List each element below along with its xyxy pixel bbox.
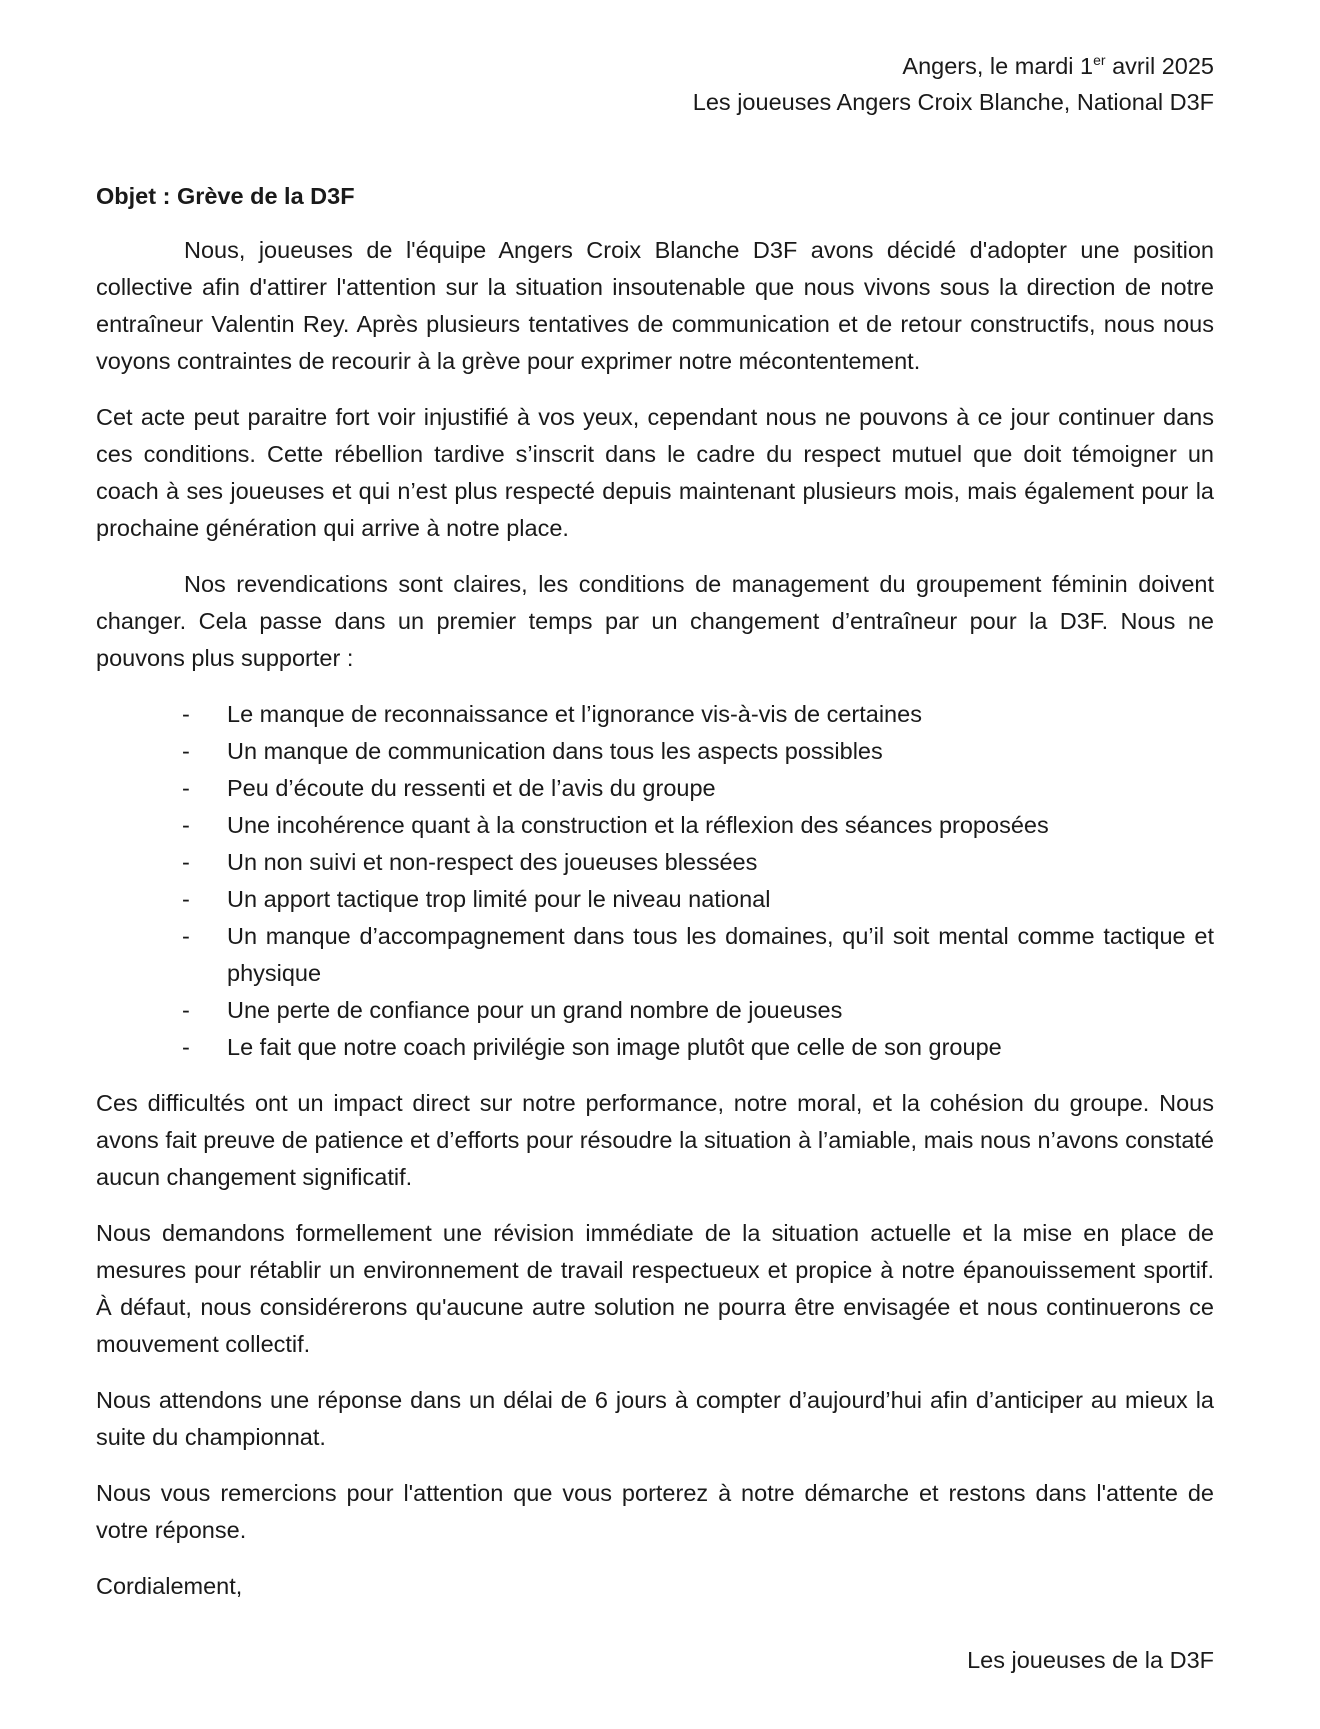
letter-header bbox=[693, 48, 1214, 120]
list-bullet: - bbox=[182, 775, 190, 801]
list-bullet: - bbox=[182, 1034, 190, 1060]
paragraph-intro: Nous, joueuses de l'équipe Angers Croix Blanche D3F avons décidé d'adopter une position collective afin d'attirer l'attention sur la situation insoutenable que nous vivons sous la direction de notre entraîneur Valentin Rey. Après plusieurs tentatives de communication et de retour constructifs, nous nous voyons contraintes de recourir à la grève pour exprimer notre mécontentement. bbox=[96, 237, 1214, 374]
list-item: - Le fait que notre coach privilégie son image plutôt que celle de son groupe bbox=[96, 1029, 1214, 1066]
list-item: - Une perte de confiance pour un grand nombre de joueuses bbox=[96, 992, 1214, 1029]
list-bullet: - bbox=[182, 738, 190, 764]
list-item: - Un non suivi et non-respect des joueuses blessées bbox=[96, 844, 1214, 881]
place-date: Angers, le mardi 1er avril 2025 bbox=[902, 52, 1214, 79]
list-item: - Peu d’écoute du ressenti et de l’avis du groupe bbox=[96, 770, 1214, 807]
closing-salutation: Cordialement, bbox=[96, 1573, 243, 1599]
paragraph-thanks: Nous vous remercions pour l'attention que vous porterez à notre démarche et restons dans l'attente de votre réponse. bbox=[96, 1480, 1214, 1543]
date-ordinal: er bbox=[1093, 52, 1106, 69]
list-item: - Un manque de communication dans tous les aspects possibles bbox=[96, 733, 1214, 770]
list-bullet: - bbox=[182, 997, 190, 1023]
list-item: - Un apport tactique trop limité pour le niveau national bbox=[96, 881, 1214, 918]
grievance-list bbox=[96, 696, 1214, 1066]
list-bullet: - bbox=[182, 701, 190, 727]
list-bullet: - bbox=[182, 849, 190, 875]
list-item: - Une incohérence quant à la construction et la réflexion des séances proposées bbox=[96, 807, 1214, 844]
list-bullet: - bbox=[182, 923, 190, 949]
paragraph-demands: Nos revendications sont claires, les conditions de management du groupement féminin doivent changer. Cela passe dans un premier temps par un changement d’entraîneur pour la D3F. Nous ne pouvons plus supporter : bbox=[96, 571, 1214, 671]
list-bullet: - bbox=[182, 812, 190, 838]
letter-subject: Objet : Grève de la D3F bbox=[96, 183, 355, 209]
paragraph-deadline: Nous attendons une réponse dans un délai de 6 jours à compter d’aujourd’hui afin d’anticiper au mieux la suite du championnat. bbox=[96, 1387, 1214, 1450]
signature: Les joueuses de la D3F bbox=[967, 1647, 1214, 1673]
paragraph-request: Nous demandons formellement une révision immédiate de la situation actuelle et la mise en place de mesures pour rétablir un environnement de travail respectueux et propice à notre épanouissement sportif. À défaut, nous considérerons qu'aucune autre solution ne pourra être envisagée et nous continuerons ce mouvement collectif. bbox=[96, 1220, 1214, 1357]
list-item: - Un manque d’accompagnement dans tous les domaines, qu’il soit mental comme tactique et physique bbox=[96, 918, 1214, 992]
sender-line: Les joueuses Angers Croix Blanche, National D3F bbox=[692, 89, 1214, 115]
list-bullet: - bbox=[182, 886, 190, 912]
list-item: - Le manque de reconnaissance et l’ignorance vis-à-vis de certaines bbox=[96, 696, 1214, 733]
paragraph-context: Cet acte peut paraitre fort voir injustifié à vos yeux, cependant nous ne pouvons à ce jour continuer dans ces conditions. Cette rébellion tardive s’inscrit dans le cadre du respect mutuel que doit témoigner un coach à ses joueuses et qui n’est plus respecté depuis maintenant plusieurs mois, mais également pour la prochaine génération qui arrive à notre place. bbox=[96, 404, 1214, 541]
letter-body bbox=[96, 232, 1214, 1679]
paragraph-impact: Ces difficultés ont un impact direct sur notre performance, notre moral, et la cohésion du groupe. Nous avons fait preuve de patience et d’efforts pour résoudre la situation à l’amiable, mais nous n’avons constaté aucun changement significatif. bbox=[96, 1090, 1214, 1190]
